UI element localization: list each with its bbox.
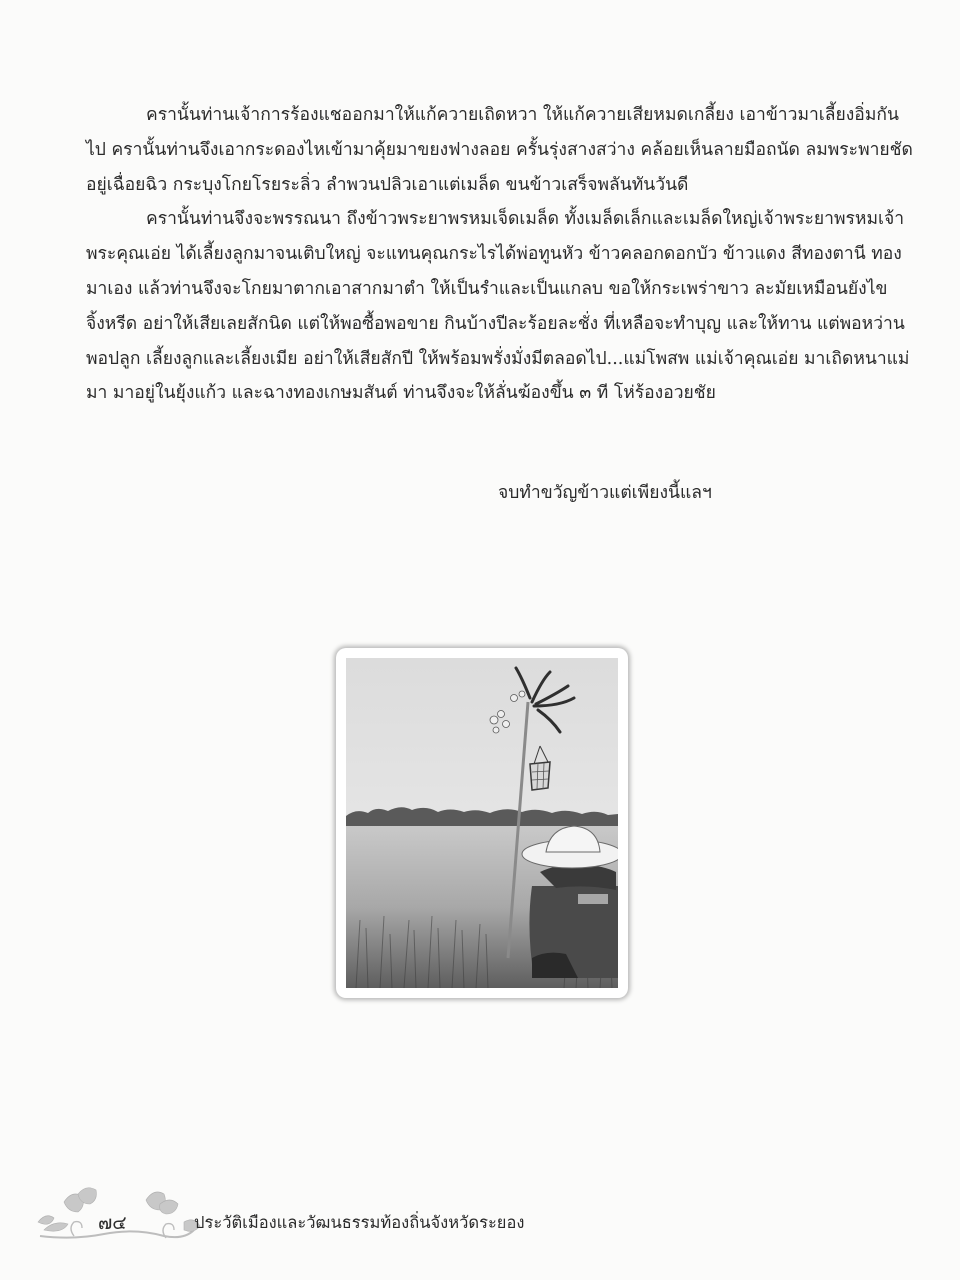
page-footer (34, 1182, 934, 1252)
page-number: ๗๔ (98, 1212, 127, 1234)
paragraph-2: ครานั้นท่านจึงจะพรรณนา ถึงข้าวพระยาพรหมเจ็ดเมล็ด ทั้งเมล็ดเล็กและเมล็ดใหญ่เจ้าพระยาพรหมเจ้าพระคุณเอ่ย ได้เลี้ยงลูกมาจนเติบใหญ่ จะแทนคุณกระไรได้พ่อทูนหัว ข้าวคลอกดอกบัว ข้าวแดง สีทองตานี ทองมาเอง แล้วท่านจึงจะโกยมาตากเอาสากมาตำ ให้เป็นรำและเป็นแกลบ ขอให้กระเพร่าขาว ละมัยเหมือนยังไขจิ้งหรีด อย่าให้เสียเลยสักนิด แต่ให้พอซื้อพอขาย กินบ้างปีละร้อยละชั่ง ที่เหลือจะทำบุญ และให้ทาน แต่พอหว่านพอปลูก เลี้ยงลูกและเลี้ยงเมีย อย่าให้เสียสักปี ให้พร้อมพรั่งมั่งมีตลอดไป...แม่โพสพ แม่เจ้าคุณเอ่ย มาเถิดหนาแม่มา มาอยู่ในยุ้งแก้ว และฉางทองเกษมสันต์ ท่านจึงจะให้ลั่นฆ้องขึ้น ๓ ที โห่ร้องอวยชัย (86, 209, 910, 404)
closing-line: จบทำขวัญข้าวแต่เพียงนี้แลฯ (498, 483, 712, 503)
body-text (86, 98, 916, 411)
photo-frame (336, 648, 628, 998)
paragraph-1: ครานั้นท่านเจ้าการร้องแชออกมาให้แก้ควายเถิดหวา ให้แก้ควายเสียหมดเกลี้ยง เอาข้าวมาเลี้ยงอิ่มกันไป ครานั้นท่านจึงเอากระดองไหเข้ามาคุ้ยมาขยงฟางลอย ครั้นรุ่งสางสว่าง คล้อยเห็นลายมือถนัด ลมพระพายชัดอยู่เฉื่อยฉิว กระบุงโกยโรยระลิ่ว ลำพวนปลิวเอาแต่เมล็ด ขนข้าวเสร็จพลันทันวันดี (86, 105, 913, 195)
book-title: ประวัติเมืองและวัฒนธรรมท้องถิ่นจังหวัดระยอง (194, 1213, 525, 1232)
rice-field-ritual-photo (346, 658, 618, 988)
